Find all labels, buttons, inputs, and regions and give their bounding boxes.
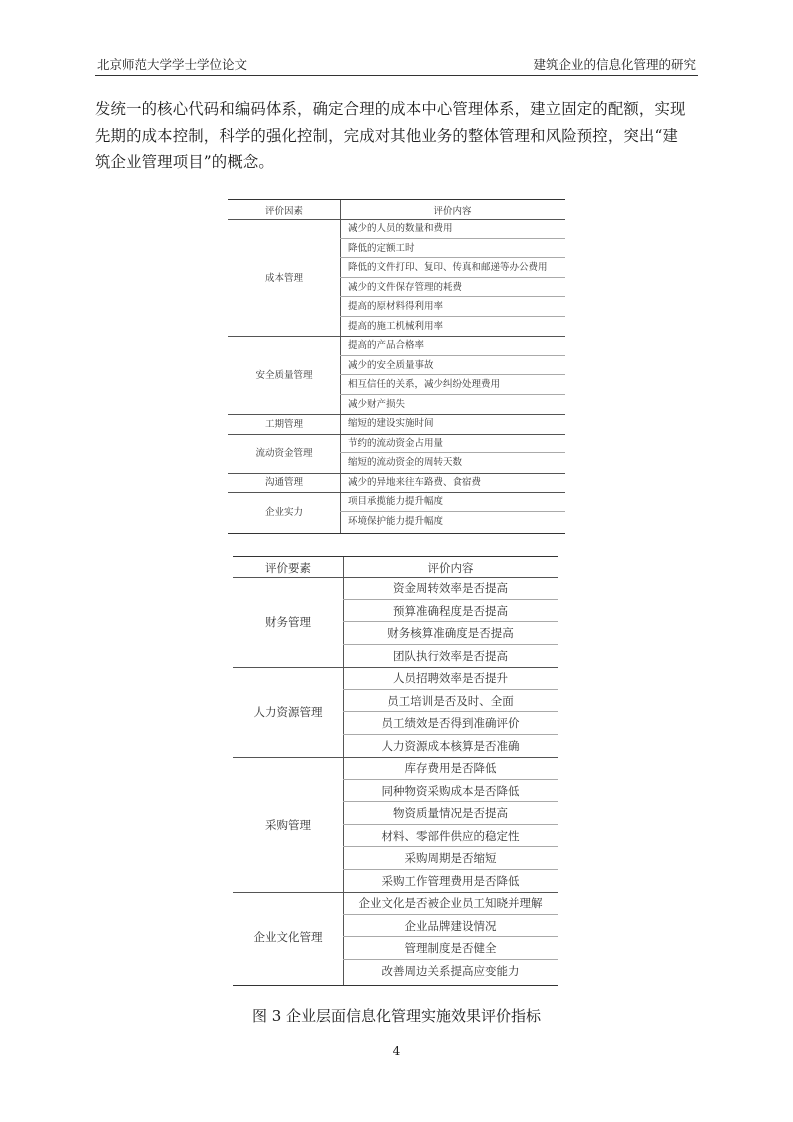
- table-cell: 节约的流动资金占用量: [340, 434, 565, 454]
- group-name: 采购管理: [265, 817, 311, 832]
- table-cell: 材料、零部件供应的稳定性: [343, 825, 558, 848]
- paragraph-line: 发统一的核心代码和编码体系，确定合理的成本中心管理体系，建立固定的配额，实现: [95, 100, 686, 118]
- body-paragraph: [95, 96, 698, 176]
- group-name: 人力资源管理: [253, 705, 323, 719]
- table-group: [228, 473, 565, 494]
- table-group: [233, 667, 558, 758]
- page-header: [95, 55, 698, 76]
- enterprise-evaluation-table: [233, 556, 558, 986]
- column-header-content: 评价内容: [433, 206, 472, 217]
- table-cell: 资金周转效率是否提高: [343, 577, 558, 600]
- table-group: [228, 414, 565, 435]
- group-name: 企业文化管理: [253, 930, 323, 944]
- table-cell: 财务核算准确度是否提高: [343, 622, 558, 645]
- table-cell: 相互信任的关系，减少纠纷处理费用: [340, 375, 565, 395]
- table-cell: 降低的定额工时: [340, 239, 565, 259]
- table-header: [228, 200, 565, 220]
- table-cell: 采购工作管理费用是否降低: [381, 873, 520, 888]
- group-items: [340, 434, 565, 473]
- group-items: [340, 473, 565, 493]
- table-group: [228, 434, 565, 474]
- table-group: [233, 892, 558, 982]
- table-group: [233, 577, 558, 668]
- paragraph-line: 先期的成本控制，科学的强化控制，完成对其他业务的整体管理和风险预控，突出“建: [95, 126, 679, 145]
- group-items: [343, 577, 558, 667]
- table-cell: 提高的原材料得利用率: [340, 297, 565, 317]
- table-cell: 采购周期是否缩短: [343, 847, 558, 870]
- table-cell: 企业品牌建设情况: [343, 915, 558, 938]
- header-left: 北京师范大学学士学位论文: [97, 57, 248, 72]
- table-cell: 团队执行效率是否提高: [393, 648, 508, 663]
- table-cell: 减少财产损失: [348, 398, 406, 410]
- table-cell: 管理制度是否健全: [343, 937, 558, 960]
- group-name: 成本管理: [264, 272, 303, 284]
- group-name: 工期管理: [264, 418, 303, 430]
- table-cell: 人力资源成本核算是否准确: [381, 738, 520, 753]
- group-items: [340, 336, 565, 414]
- table-group: [228, 492, 565, 531]
- group-items: [343, 757, 558, 892]
- table-cell: 预算准确程度是否提高: [343, 600, 558, 623]
- table-cell: 企业文化是否被企业员工知晓并理解: [343, 892, 558, 915]
- table-cell: 缩短的建设实施时间: [348, 418, 434, 429]
- table-cell: 同种物资采购成本是否降低: [343, 780, 558, 803]
- group-name: 沟通管理: [264, 477, 303, 489]
- group-items: [340, 219, 565, 336]
- table-cell: 员工培训是否及时、全面: [343, 690, 558, 713]
- group-name: 财务管理: [265, 615, 311, 629]
- table-cell: 提高的产品合格率: [340, 336, 565, 356]
- cost-evaluation-table: [228, 199, 565, 534]
- column-header-factor: 评价因素: [264, 206, 303, 217]
- table-cell: 减少的异地来往车路费、食宿费: [348, 476, 482, 488]
- paragraph-line: 筑企业管理项目”的概念。: [95, 153, 274, 171]
- header-right: 建筑企业的信息化管理的研究: [533, 57, 696, 72]
- table-cell: 库存费用是否降低: [343, 757, 558, 780]
- table-group: [228, 336, 565, 415]
- table-cell: 减少的文件保存管理的耗费: [340, 278, 565, 298]
- table-cell: 减少的人员的数量和费用: [340, 219, 565, 239]
- group-name: 企业实力: [264, 506, 303, 518]
- table-cell: 降低的文件打印、复印、传真和邮递等办公费用: [340, 258, 565, 278]
- group-name: 流动资金管理: [255, 448, 313, 459]
- figure-caption: 图 3 企业层面信息化管理实施效果评价指标: [251, 1007, 542, 1025]
- table-cell: 缩短的流动资金的周转天数: [348, 457, 463, 468]
- group-items: [343, 892, 558, 982]
- page-number: 4: [392, 1044, 401, 1058]
- table-cell: 改善周边关系提高应变能力: [381, 963, 520, 978]
- group-items: [340, 492, 565, 531]
- table-cell: 减少的安全质量事故: [340, 356, 565, 376]
- table-cell: 提高的施工机械利用率: [348, 320, 444, 332]
- table-header: [233, 557, 558, 578]
- group-items: [340, 414, 565, 434]
- table-cell: 环境保护能力提升幅度: [348, 515, 444, 527]
- column-header-element: 评价要素: [265, 561, 311, 575]
- table-cell: 员工绩效是否得到准确评价: [343, 712, 558, 735]
- group-items: [343, 667, 558, 757]
- table-group: [228, 219, 565, 337]
- table-cell: 人员招聘效率是否提升: [343, 667, 558, 690]
- column-header-content: 评价内容: [427, 561, 474, 575]
- table-cell: 项目承揽能力提升幅度: [340, 492, 565, 512]
- table-cell: 物资质量情况是否提高: [343, 802, 558, 825]
- group-name: 安全质量管理: [255, 370, 313, 381]
- table-group: [233, 757, 558, 893]
